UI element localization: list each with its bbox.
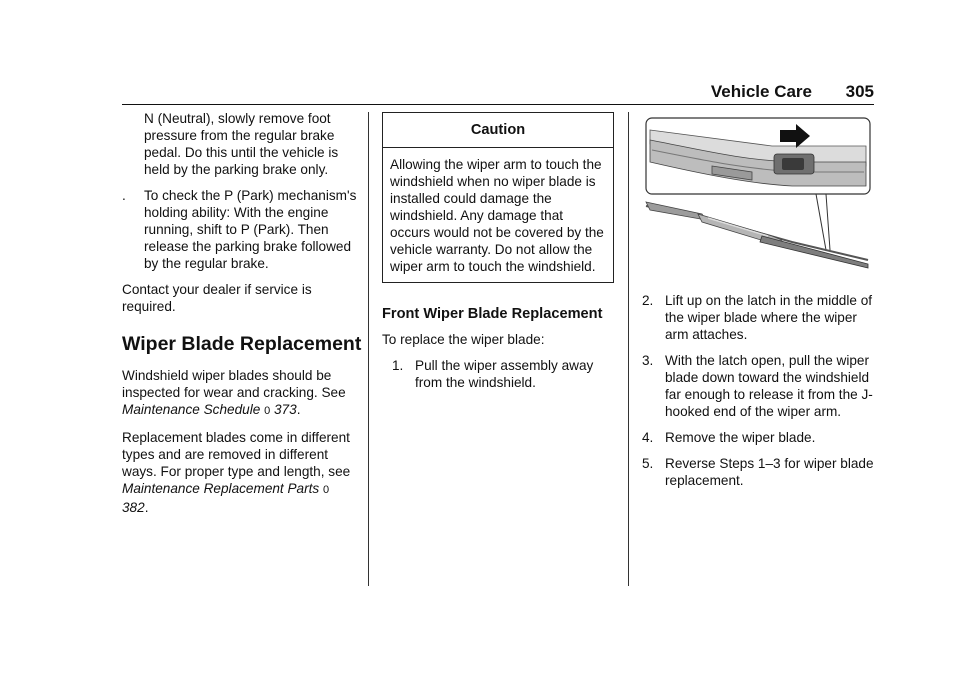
- intro-paragraph: To replace the wiper blade:: [382, 332, 545, 347]
- column-divider: [628, 112, 629, 586]
- step-text: Lift up on the latch in the middle of the wiper blade where the wiper arm attaches.: [665, 293, 873, 342]
- step-item: [642, 429, 874, 446]
- header-rule: [122, 104, 874, 105]
- step-number: 4.: [642, 430, 654, 445]
- subsection-heading: Front Wiper Blade Replacement: [382, 306, 603, 322]
- section-title: Vehicle Care: [710, 82, 812, 101]
- contact-paragraph: Contact your dealer if service is required.: [122, 282, 312, 314]
- caution-box: [382, 112, 614, 283]
- period: .: [144, 500, 149, 515]
- bullet-mark: .: [122, 188, 126, 203]
- section-heading: Wiper Blade Replacement: [122, 333, 362, 355]
- step-text: Reverse Steps 1–3 for wiper blade replacement.: [665, 456, 874, 488]
- bullet-text: To check the P (Park) mechanism's holding ability: With the engine running, shift to P (Park). Then release the parking brake followed by the regular brake.: [144, 188, 357, 271]
- step-number: 3.: [642, 353, 654, 368]
- page-ref-symbol: 0: [264, 405, 271, 417]
- caution-text: Allowing the wiper arm to touch the windshield when no wiper blade is installed could damage the windshield. Any damage that occurs would not be covered by the vehicle warranty. Do not allow the wiper arm to touch the windshield.: [390, 157, 604, 274]
- bullet-item: [122, 187, 358, 272]
- step-number: 5.: [642, 456, 654, 471]
- replacement-text: Replacement blades come in different types and are removed in different ways. For proper type and length, see: [122, 430, 351, 479]
- wiper-blade-illustration: [642, 110, 872, 280]
- column-divider: [368, 112, 369, 586]
- period: .: [296, 402, 301, 417]
- column-right: [642, 110, 874, 498]
- step-item: [642, 455, 874, 489]
- replacement-parts-link[interactable]: Maintenance Replacement Parts: [122, 481, 320, 496]
- caution-title: Caution: [383, 113, 613, 148]
- continued-paragraph: N (Neutral), slowly remove foot pressure from the regular brake pedal. Do this until the vehicle is held by the parking brake only.: [144, 111, 339, 177]
- page-ref-number[interactable]: 382: [122, 500, 145, 515]
- page-number: 305: [845, 82, 874, 101]
- step-item: [642, 352, 874, 420]
- page-ref-symbol: 0: [323, 484, 330, 496]
- step-item: [642, 292, 874, 343]
- column-middle: [382, 110, 614, 400]
- wiper-blade-drawing: [642, 110, 872, 280]
- column-left: [122, 110, 362, 525]
- step-item: [392, 357, 614, 391]
- step-text: Pull the wiper assembly away from the windshield.: [415, 358, 594, 390]
- step-number: 2.: [642, 293, 654, 308]
- step-text: With the latch open, pull the wiper blade down toward the windshield far enough to release it from the J-hooked end of the wiper arm.: [665, 353, 873, 419]
- inspect-text: Windshield wiper blades should be inspected for wear and cracking. See: [122, 368, 346, 400]
- step-number: 1.: [392, 358, 404, 373]
- inspect-paragraph: [122, 367, 358, 420]
- step-text: Remove the wiper blade.: [665, 430, 816, 445]
- page-ref-number[interactable]: 373: [274, 402, 297, 417]
- maintenance-schedule-link[interactable]: Maintenance Schedule: [122, 402, 261, 417]
- replacement-paragraph: [122, 429, 358, 516]
- page-header: [122, 82, 874, 104]
